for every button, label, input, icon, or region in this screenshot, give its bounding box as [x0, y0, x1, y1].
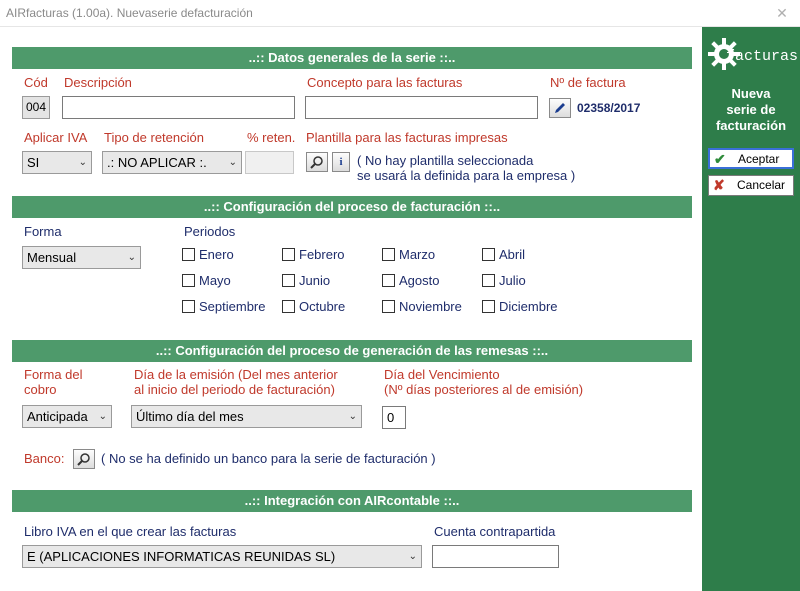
forma-cobro-label-1: Forma del	[24, 367, 83, 382]
cod-field: 004	[22, 96, 50, 119]
month-label: Febrero	[299, 247, 345, 262]
descripcion-label: Descripción	[64, 75, 132, 90]
num-factura-value: 02358/2017	[577, 101, 641, 115]
checkbox-diciembre[interactable]	[482, 300, 495, 313]
banco-info: ( No se ha definido un banco para la serie de facturación )	[101, 451, 436, 466]
chevron-down-icon: ⌄	[228, 157, 237, 168]
dia-emision-label-2: al inicio del periodo de facturación)	[134, 382, 335, 397]
num-factura-label: Nº de factura	[550, 75, 626, 90]
month-label: Marzo	[399, 247, 436, 262]
month-label: Agosto	[399, 273, 440, 288]
month-label: Abril	[499, 247, 526, 262]
dia-emision-select[interactable]	[131, 405, 362, 428]
checkbox-junio[interactable]	[282, 274, 295, 287]
search-icon[interactable]	[306, 152, 328, 172]
search-icon[interactable]	[73, 449, 95, 469]
aplicar-iva-value: SI	[27, 155, 40, 170]
checkbox-abril[interactable]	[482, 248, 495, 261]
cuenta-input[interactable]	[432, 545, 559, 568]
dia-emision-value: Último día del mes	[136, 409, 244, 424]
periodos-label: Periodos	[184, 224, 236, 239]
window-titlebar	[0, 0, 800, 27]
chevron-down-icon: ⌄	[78, 157, 87, 168]
tipo-retencion-select[interactable]	[102, 151, 242, 174]
forma-value: Mensual	[27, 250, 77, 265]
dia-emision-label-1: Día de la emisión (Del mes anterior	[134, 367, 338, 382]
dia-venc-label-2: (Nº días posteriores al de emisión)	[384, 382, 584, 397]
checkbox-enero[interactable]	[182, 248, 195, 261]
window-title: AIRfacturas (1.00a). Nuevaserie defacturación	[6, 6, 253, 20]
info-icon[interactable]: i	[332, 152, 350, 172]
tipo-retencion-value: .: NO APLICAR :.	[107, 155, 207, 170]
plantilla-info-line2: se usará la definida para la empresa )	[357, 168, 576, 183]
section-header-facturacion: ..:: Configuración del proceso de facturación ::..	[12, 196, 692, 218]
forma-cobro-value: Anticipada	[27, 409, 88, 424]
month-label: Noviembre	[399, 299, 462, 314]
libro-iva-value: E (APLICACIONES INFORMATICAS REUNIDAS SL)	[27, 549, 336, 564]
month-label: Junio	[299, 273, 331, 288]
libro-iva-select[interactable]	[22, 545, 422, 568]
panel-heading	[706, 86, 796, 134]
checkbox-agosto[interactable]	[382, 274, 395, 287]
libro-iva-label: Libro IVA en el que crear las facturas	[24, 524, 237, 539]
close-icon[interactable]: ✕	[776, 5, 788, 21]
accept-label: Aceptar	[738, 152, 780, 166]
aplicar-iva-label: Aplicar IVA	[24, 130, 88, 145]
dia-venc-input[interactable]: 0	[382, 406, 406, 429]
chevron-down-icon: ⌄	[127, 252, 136, 263]
forma-select[interactable]	[22, 246, 141, 269]
panel-heading-line2: serie de	[726, 102, 776, 117]
check-icon: ✔	[714, 151, 726, 167]
checkbox-julio[interactable]	[482, 274, 495, 287]
checkbox-septiembre[interactable]	[182, 300, 195, 313]
checkbox-mayo[interactable]	[182, 274, 195, 287]
cancel-label: Cancelar	[737, 178, 786, 192]
plantilla-label: Plantilla para las facturas impresas	[306, 130, 508, 145]
descripcion-input[interactable]	[62, 96, 295, 119]
section-header-remesas: ..:: Configuración del proceso de generación de las remesas ::..	[12, 340, 692, 362]
checkbox-marzo[interactable]	[382, 248, 395, 261]
forma-label: Forma	[24, 224, 62, 239]
forma-cobro-label-2: cobro	[24, 382, 57, 397]
logo-text: facturas	[726, 48, 799, 65]
app-logo	[706, 36, 799, 76]
chevron-down-icon: ⌄	[348, 411, 357, 422]
month-label: Mayo	[199, 273, 231, 288]
panel-heading-line1: Nueva	[731, 86, 771, 101]
pct-reten-input	[245, 151, 294, 174]
checkbox-febrero[interactable]	[282, 248, 295, 261]
edit-pencil-icon[interactable]	[549, 98, 571, 118]
cancel-button[interactable]	[708, 175, 794, 196]
month-label: Septiembre	[199, 299, 266, 314]
chevron-down-icon: ⌄	[408, 551, 417, 562]
section-header-integracion: ..:: Integración con AIRcontable ::..	[12, 490, 692, 512]
cod-label: Cód	[24, 75, 48, 90]
tipo-retencion-label: Tipo de retención	[104, 130, 204, 145]
concepto-input[interactable]	[305, 96, 538, 119]
concepto-label: Concepto para las facturas	[307, 75, 463, 90]
close-icon: ✘	[713, 177, 725, 193]
dia-venc-label-1: Día del Vencimiento	[384, 367, 500, 382]
banco-label: Banco:	[24, 451, 65, 466]
section-header-general: ..:: Datos generales de la serie ::..	[12, 47, 692, 69]
accept-button[interactable]	[708, 148, 794, 169]
chevron-down-icon: ⌄	[98, 411, 107, 422]
forma-cobro-select[interactable]	[22, 405, 112, 428]
pct-reten-label: % reten.	[247, 130, 296, 145]
aplicar-iva-select[interactable]	[22, 151, 92, 174]
checkbox-noviembre[interactable]	[382, 300, 395, 313]
month-label: Octubre	[299, 299, 346, 314]
cuenta-label: Cuenta contrapartida	[434, 524, 556, 539]
plantilla-info-line1: ( No hay plantilla seleccionada	[357, 153, 534, 168]
month-label: Diciembre	[499, 299, 558, 314]
month-label: Julio	[499, 273, 526, 288]
panel-heading-line3: facturación	[715, 118, 787, 133]
month-label: Enero	[199, 247, 234, 262]
checkbox-octubre[interactable]	[282, 300, 295, 313]
